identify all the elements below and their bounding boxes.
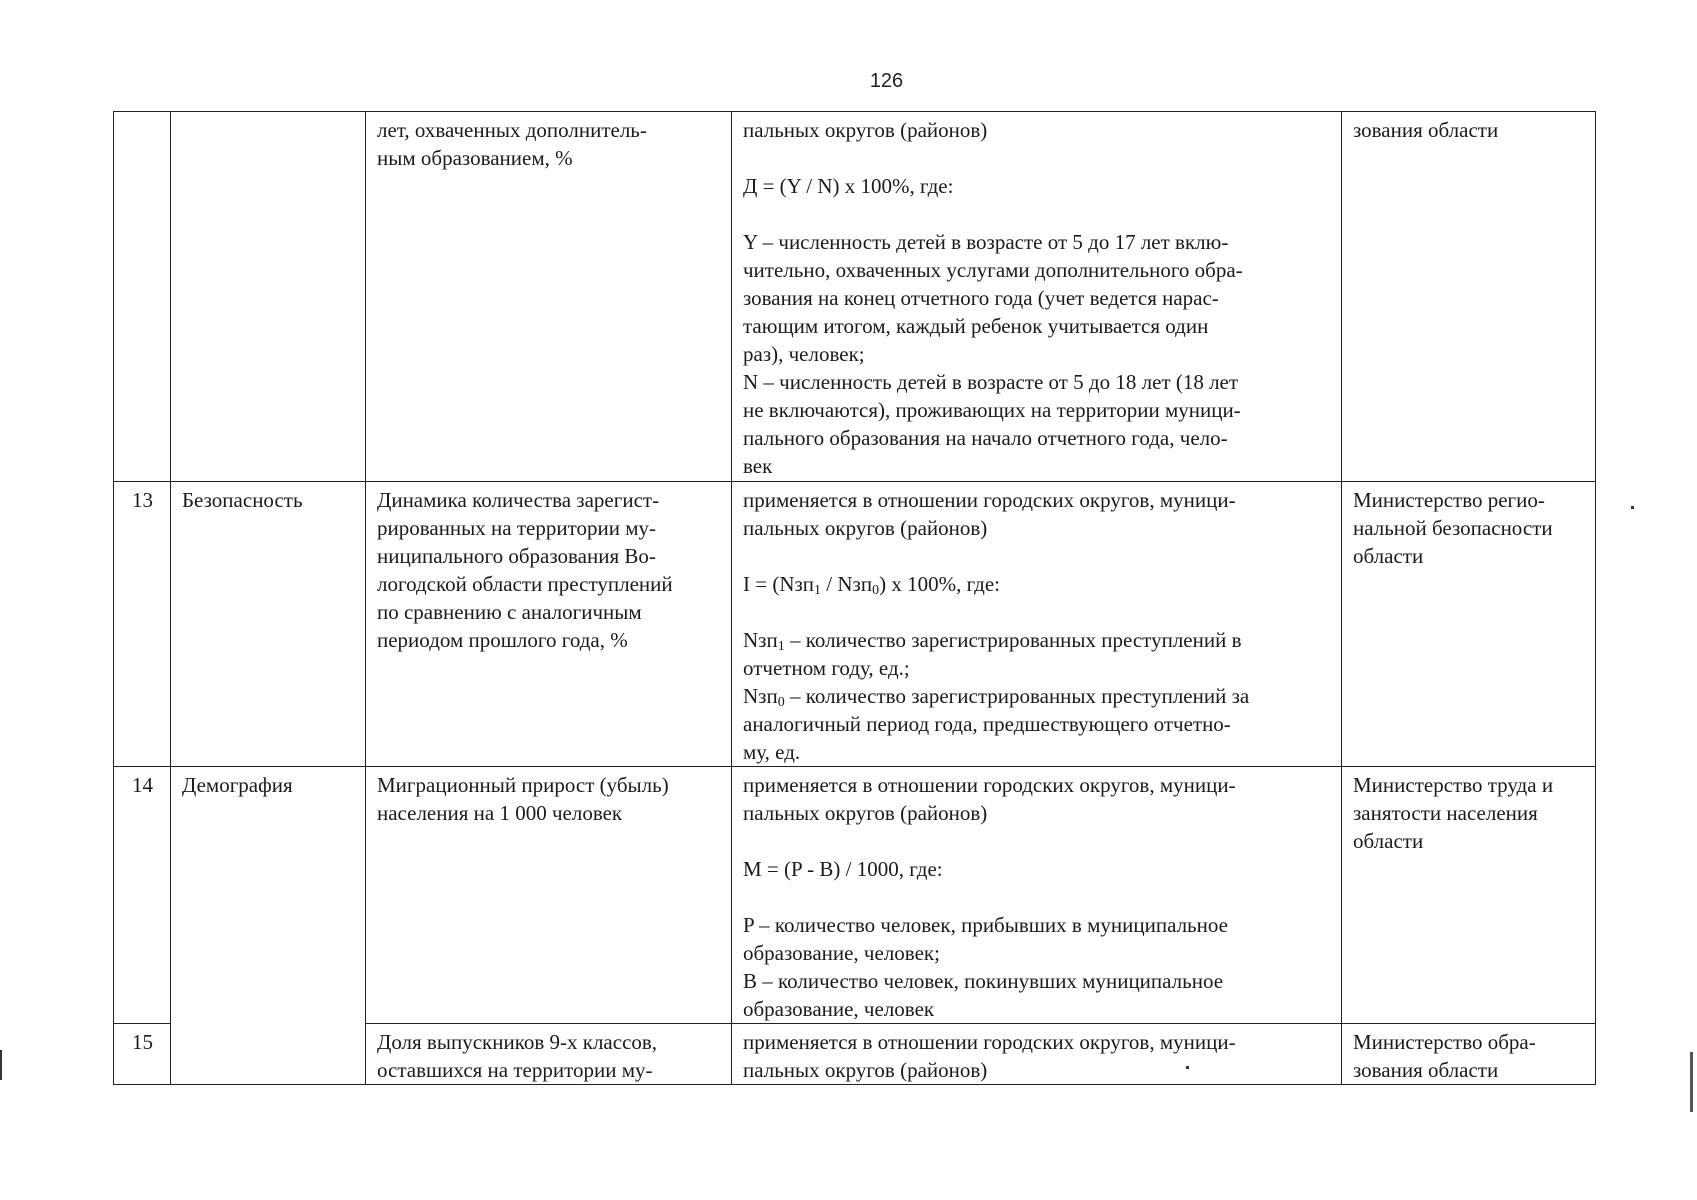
method-line: [743, 116, 1331, 144]
method-line: [743, 368, 1331, 396]
paragraph-gap: [743, 827, 1331, 855]
method-text: пальных округов (районов): [743, 801, 988, 825]
method-text: ) х 100%, где:: [879, 572, 1000, 596]
method-line: [743, 710, 1331, 738]
method-line: [743, 1056, 1331, 1084]
indicator-line: ниципального образования Во-: [377, 544, 656, 568]
indicator-line: по сравнению с аналогичным: [377, 600, 642, 624]
cell-method: [732, 1024, 1342, 1085]
indicator-line: рированных на территории му-: [377, 516, 656, 540]
method-text: Nзп: [743, 628, 778, 652]
method-line: [743, 570, 1331, 598]
cell-area: Безопасность: [171, 482, 366, 767]
responsible-line: Министерство обра-: [1353, 1030, 1536, 1054]
method-line: [743, 771, 1331, 799]
subscript: 0: [872, 583, 880, 598]
indicator-line: Динамика количества зарегист-: [377, 488, 660, 512]
method-text: образование, человек;: [743, 941, 940, 965]
method-line: [743, 855, 1331, 883]
method-text: тающим итогом, каждый ребенок учитывается один: [743, 314, 1209, 338]
paragraph-gap: [743, 598, 1331, 626]
method-text: отчетном году, ед.;: [743, 656, 910, 680]
cell-method: [732, 112, 1342, 482]
method-line: [743, 514, 1331, 542]
cell-responsible: [1342, 112, 1596, 482]
method-text: пального образования на начало отчетного года, чело-: [743, 426, 1228, 450]
method-line: [743, 228, 1331, 256]
responsible-line: Министерство регио-: [1353, 488, 1545, 512]
indicator-line: ным образованием, %: [377, 146, 573, 170]
method-line: [743, 172, 1331, 200]
method-text: век: [743, 454, 773, 478]
method-text: – количество зарегистрированных преступлений в: [784, 628, 1242, 652]
method-line: [743, 939, 1331, 967]
method-text: Y – численность детей в возрасте от 5 до 17 лет вклю-: [743, 230, 1229, 254]
method-text: применяется в отношении городских округов, муници-: [743, 1030, 1236, 1054]
method-text: Nзп: [743, 684, 778, 708]
responsible-line: области: [1353, 544, 1424, 568]
cell-area: Демография: [171, 767, 366, 1024]
cell-responsible: [1342, 482, 1596, 767]
cell-area: [171, 1024, 366, 1085]
cell-number: 13: [114, 482, 171, 767]
method-line: [743, 626, 1331, 654]
indicators-table: [113, 111, 1596, 1085]
method-text: P – количество человек, прибывших в муниципальное: [743, 913, 1228, 937]
indicator-line: населения на 1 000 человек: [377, 801, 623, 825]
page-number: 126: [869, 70, 904, 92]
method-text: N – численность детей в возрасте от 5 до 18 лет (18 лет: [743, 370, 1239, 394]
method-line: [743, 738, 1331, 766]
table-row: [114, 112, 1596, 482]
method-line: [743, 967, 1331, 995]
method-line: [743, 256, 1331, 284]
responsible-line: Министерство труда и: [1353, 773, 1554, 797]
cell-responsible: [1342, 767, 1596, 1024]
responsible-line: нальной безопасности: [1353, 516, 1553, 540]
method-line: [743, 486, 1331, 514]
method-text: применяется в отношении городских округов, муници-: [743, 488, 1236, 512]
indicator-line: Доля выпускников 9-х классов,: [377, 1030, 658, 1054]
method-text: чительно, охваченных услугами дополнительного обра-: [743, 258, 1243, 282]
method-line: [743, 340, 1331, 368]
subscript: 1: [814, 583, 822, 598]
responsible-line: зования области: [1353, 1058, 1499, 1082]
method-line: [743, 799, 1331, 827]
paragraph-gap: [743, 200, 1331, 228]
cell-responsible: [1342, 1024, 1596, 1085]
cell-area: [171, 112, 366, 482]
scan-dot: [1631, 506, 1634, 509]
cell-indicator: [366, 482, 732, 767]
method-line: [743, 452, 1331, 480]
method-line: [743, 396, 1331, 424]
method-line: [743, 312, 1331, 340]
cell-number: 14: [114, 767, 171, 1024]
method-text: пальных округов (районов): [743, 1058, 988, 1082]
method-line: [743, 911, 1331, 939]
method-text: M = (P - B) / 1000, где:: [743, 857, 943, 881]
indicator-line: лет, охваченных дополнитель-: [377, 118, 647, 142]
cell-method: [732, 482, 1342, 767]
cell-indicator: [366, 767, 732, 1024]
method-text: пальных округов (районов): [743, 516, 988, 540]
indicator-line: логодской области преступлений: [377, 572, 673, 596]
method-line: [743, 424, 1331, 452]
paragraph-gap: [743, 144, 1331, 172]
method-text: B – количество человек, покинувших муниципальное: [743, 969, 1224, 993]
indicator-line: Миграционный прирост (убыль): [377, 773, 669, 797]
method-text: образование, человек: [743, 997, 935, 1021]
method-line: [743, 682, 1331, 710]
method-text: / Nзп: [821, 572, 873, 596]
table-row: [114, 767, 1596, 1024]
scan-edge-mark: [0, 1050, 2, 1080]
method-text: зования на конец отчетного года (учет ведется нарас-: [743, 286, 1219, 310]
scan-dot: [1186, 1066, 1189, 1069]
table-row: [114, 1024, 1596, 1085]
scan-edge-mark: [1690, 1052, 1693, 1112]
cell-method: [732, 767, 1342, 1024]
method-text: му, ед.: [743, 740, 801, 764]
method-text: – количество зарегистрированных преступлений за: [784, 684, 1250, 708]
method-text: I = (Nзп: [743, 572, 815, 596]
paragraph-gap: [743, 542, 1331, 570]
table-row: [114, 482, 1596, 767]
method-text: аналогичный период года, предшествующего отчетно-: [743, 712, 1231, 736]
subscript: 0: [777, 695, 785, 710]
responsible-line: зования области: [1353, 118, 1499, 142]
method-text: раз), человек;: [743, 342, 865, 366]
method-text: Д = (Y / N) х 100%, где:: [743, 174, 954, 198]
responsible-line: области: [1353, 829, 1424, 853]
indicator-line: оставшихся на территории му-: [377, 1058, 653, 1082]
method-line: [743, 654, 1331, 682]
subscript: 1: [777, 639, 785, 654]
method-line: [743, 1028, 1331, 1056]
method-text: применяется в отношении городских округов, муници-: [743, 773, 1236, 797]
method-text: пальных округов (районов): [743, 118, 988, 142]
cell-indicator: [366, 112, 732, 482]
paragraph-gap: [743, 883, 1331, 911]
method-line: [743, 995, 1331, 1023]
responsible-line: занятости населения: [1353, 801, 1538, 825]
cell-indicator: [366, 1024, 732, 1085]
method-line: [743, 284, 1331, 312]
method-text: не включаются), проживающих на территории муници-: [743, 398, 1241, 422]
cell-number: 15: [114, 1024, 171, 1085]
indicator-line: периодом прошлого года, %: [377, 628, 628, 652]
cell-number: [114, 112, 171, 482]
